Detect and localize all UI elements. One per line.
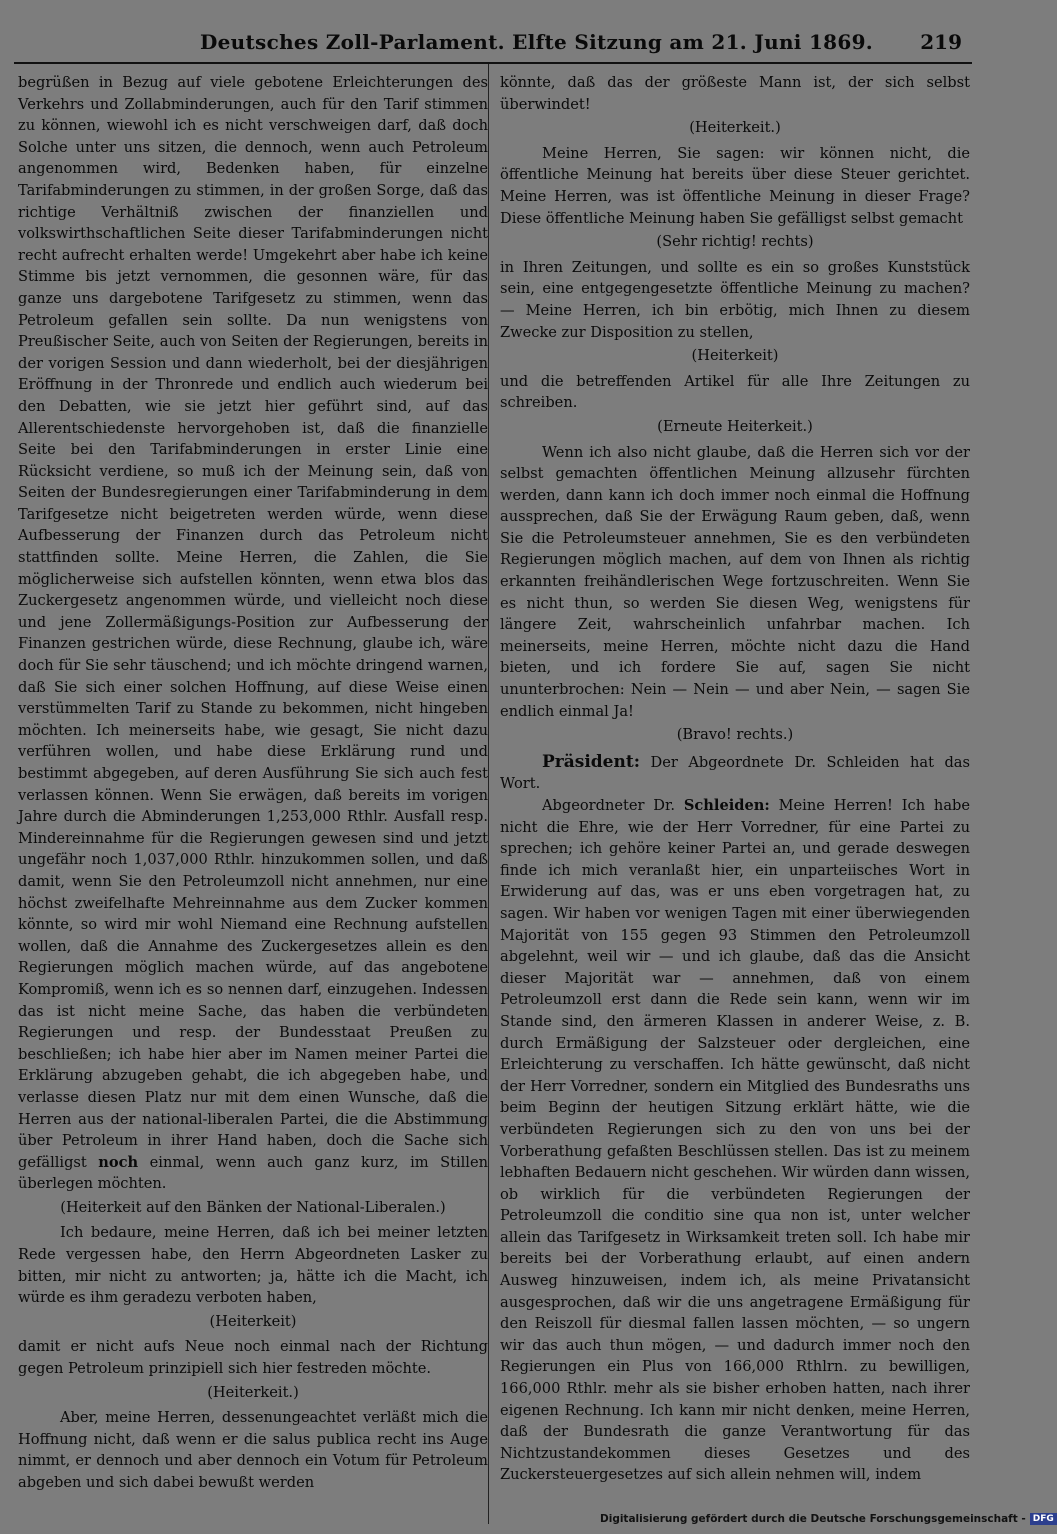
speaker-name: Schleiden: xyxy=(683,797,770,814)
digitization-footer xyxy=(600,1513,1054,1529)
paragraph xyxy=(18,72,488,1195)
president-label: Präsident: xyxy=(542,751,640,772)
dfg-logo: DFG xyxy=(1030,1513,1057,1525)
stage-direction: (Heiterkeit.) xyxy=(689,119,781,137)
column-divider xyxy=(488,64,489,1524)
stage-direction: (Heiterkeit) xyxy=(691,347,779,365)
stage-direction: (Erneute Heiterkeit.) xyxy=(657,417,813,435)
paragraph: Aber, meine Herren, dessenungeachtet verläßt mich die Hoffnung nicht, daß wenn er die salus publica recht ins Auge nimmt, er dennoch und aber dennoch ein Votum für Petroleum abgeben und sich dabei bewußt werden xyxy=(18,1409,488,1491)
paragraph-text: einmal, wenn auch ganz kurz, im Stillen überlegen möchten. xyxy=(18,1153,488,1193)
right-column xyxy=(500,72,970,1486)
paragraph: Meine Herren, Sie sagen: wir können nicht, die öffentliche Meinung hat bereits über diese Steuer gerichtet. Meine Herren, was ist öffentliche Meinung in dieser Frage? Diese öffentliche Meinung haben Sie gefälligst selbst gemacht xyxy=(500,144,970,227)
paragraph-text: Der Abgeordnete Dr. Schleiden hat das Wort. xyxy=(500,753,970,793)
stage-direction: (Heiterkeit auf den Bänken der National-Liberalen.) xyxy=(60,1198,446,1216)
speaker-prefix: Abgeordneter Dr. xyxy=(542,797,684,814)
speaker-paragraph xyxy=(500,795,970,1486)
stage-direction: (Bravo! rechts.) xyxy=(676,726,794,744)
header-rule xyxy=(14,62,972,64)
president-paragraph xyxy=(500,752,970,795)
stage-direction: (Sehr richtig! rechts) xyxy=(656,233,814,251)
running-title: Deutsches Zoll-Parlament. Elfte Sitzung am 21. Juni 1869. xyxy=(200,30,874,54)
page-header xyxy=(0,30,1000,56)
paragraph: und die betreffenden Artikel für alle Ihre Zeitungen zu schreiben. xyxy=(500,372,970,412)
stage-direction: (Heiterkeit) xyxy=(209,1312,297,1330)
paragraph: damit er nicht aufs Neue noch einmal nach der Richtung gegen Petroleum prinzipiell sich hier festreden möchte. xyxy=(18,1338,488,1378)
paragraph: in Ihren Zeitungen, und sollte es ein so großes Kunststück sein, eine entgegengesetzte öffentliche Meinung zu machen? — Meine Herren, ich bin erbötig, mich Ihnen zu diesem Zwecke zur Disposition zu stellen, xyxy=(500,258,970,341)
paragraph: könnte, daß das der größeste Mann ist, der sich selbst überwindet! xyxy=(500,74,970,113)
paragraph: Wenn ich also nicht glaube, daß die Herren sich vor der selbst gemachten öffentlichen Meinung allzusehr fürchten werden, dann kann ich doch immer noch einmal die Hoffnung aussprechen, daß Sie der Erwägung Raum geben, daß, wenn Sie die Petroleumsteuer annehmen, Sie es den verbündeten Regierungen möglich machen, auf dem von Ihnen als richtig erkannten freihändlerischen Wege fortzuschreiten. Wenn Sie es nicht thun, so werden Sie diesen Weg, wenigstens für längere Zeit, wahrscheinlich unfahrbar machen. Ich meinerseits, meine Herren, möchte nicht dazu die Hand bieten, und ich fordere Sie auf, sagen Sie nicht ununterbrochen: Nein — Nein — und aber Nein, — sagen Sie endlich einmal Ja! xyxy=(500,443,970,720)
stage-direction: (Heiterkeit.) xyxy=(207,1383,299,1401)
emphasis-text: noch xyxy=(98,1153,139,1171)
paragraph-text: begrüßen in Bezug auf viele gebotene Erleichterungen des Verkehrs und Zollabminderungen, auch für den Tarif stimmen zu können, wiewohl ich es nicht verschweigen darf, daß doch Solche unter uns sitzen, die dennoch, wenn auch Petroleum angenommen wird, Bedenken haben, für einzelne Tarifabminderungen zu stimmen, in der großen Sorge, daß das richtige Verhältniß zwischen der finanziellen und volkswirthschaftlichen Seite dieser Tarifabminderungen nicht recht aufrecht erhalten werde! Umgekehrt aber habe ich keine Stimme bis jetzt vernommen, die gesonnen wäre, für das ganze uns dargebotene Tarifgesetz zu stimmen, wenn das Petroleum gefallen sein sollte. Da nun wenigstens von Preußischer Seite, auch von Seiten der Regierungen, bereits in der vorigen Session und dann wiederholt, bei der diesjährigen Eröffnung in der Thronrede und endlich auch wiederum bei den Debatten, wie sie jetzt hier geführt sind, auf das Allerentschiedenste hervorgehoben ist, daß die finanzielle Seite bei den Tarifabminderungen in erster Linie eine Rücksicht verdiene, so muß ich der Meinung sein, daß von Seiten der Bundesregierungen einer Tarifabminderung in dem Tarifgesetze nicht beigetreten werden würde, wenn diese Aufbesserung der Finanzen durch das Petroleum nicht stattfinden sollte. Meine Herren, die Zahlen, die Sie möglicherweise sich aufstellen könnten, wenn etwa blos das Zuckergesetz angenommen würde, und vielleicht noch diese und jene Zollermäßigungs-Position zur Aufbesserung der Finanzen gestrichen würde, diese Rechnung, glaube ich, wäre doch für Sie sehr täuschend; und ich möchte dringend warnen, daß Sie sich einer solchen Hoffnung, auf diese Weise einen verstümmelten Tarif zu Stande zu bekommen, nicht hingeben möchten. Ich meinerseits habe, wie gesagt, Sie nicht dazu verführen wollen, und habe diese Erklärung rund und bestimmt abgegeben, auf deren Ausführung Sie sich auch fest verlassen können. Wenn Sie erwägen, daß bereits im vorigen Jahre durch die Abminderungen 1,253,000 Rthlr. Ausfall resp. Mindereinnahme für die Regierungen gewesen sind und jetzt ungefähr noch 1,037,000 Rthlr. hinzukommen sollen, und daß damit, wenn Sie den Petroleumzoll nicht annehmen, nur eine höchst zweifelhafte Mehreinnahme aus dem Zucker kommen könnte, so wird mir wohl Niemand eine Rechnung aufstellen wollen, daß die Annahme des Zuckergesetzes allein es den Regierungen möglich machen würde, auf das angebotene Kompromiß, wenn ich es so nennen darf, einzugehen. Indessen das ist nicht meine Sache, das haben die verbündeten Regierungen und resp. der Bundesstaat Preußen zu beschließen; ich habe hier aber im Namen meiner Partei die Erklärung abzugeben gehabt, die ich abgegeben habe, und verlasse diesen Platz nur mit dem einen Wunsche, daß die Herren aus der national-liberalen Partei, die die Abstimmung über Petroleum in ihrer Hand haben, doch die Sache sich gefälligst xyxy=(18,74,488,1171)
page-number: 219 xyxy=(920,30,962,54)
left-column xyxy=(18,72,488,1494)
paragraph: Ich bedaure, meine Herren, daß ich bei meiner letzten Rede vergessen habe, den Herrn Abgeordneten Lasker zu bitten, mir nicht zu antworten; ja, hätte ich die Macht, ich würde es ihm geradezu verboten haben, xyxy=(18,1224,488,1307)
footer-text: Digitalisierung gefördert durch die Deutsche Forschungsgemeinschaft - xyxy=(600,1513,1026,1525)
paragraph-text: Meine Herren! Ich habe nicht die Ehre, wie der Herr Vorredner, für eine Partei zu sprechen; ich gehöre keiner Partei an, und gerade deswegen finde ich mich veranlaßt hier, ein unparteiisches Wort in Erwiderung auf das, was er uns eben vorgetragen hat, zu sagen. Wir haben vor wenigen Tagen mit einer überwiegenden Majorität von 155 gegen 93 Stimmen den Petroleumzoll abgelehnt, weil wir — und ich glaube, daß das die Ansicht dieser Majorität war — annehmen, daß von einem Petroleumzoll erst dann die Rede sein kann, wenn wir im Stande sind, den ärmeren Klassen in anderer Weise, z. B. durch Ermäßigung der Salzsteuer oder dergleichen, eine Erleichterung zu verschaffen. Ich hätte gewünscht, daß nicht der Herr Vorredner, sondern ein Mitglied des Bundesraths uns beim Beginn der heutigen Sitzung erklärt hätte, wie die verbündeten Regierungen sich zu den von uns bei der Vorberathung gefaßten Beschlüssen stellen. Das ist zu meinem lebhaften Bedauern nicht geschehen. Wir würden dann wissen, ob wirklich für die verbündeten Regierungen der Petroleumzoll die conditio sine qua non ist, unter welcher allein das Tarifgesetz in Wirksamkeit treten soll. Ich habe mir bereits bei der Vorberathung erlaubt, auf einen andern Ausweg hinzuweisen, indem ich, als meine Privatansicht ausgesprochen, daß wir die uns angetragene Ermäßigung für den Reiszoll für diesmal fallen lassen möchten, — so ungern wir das auch thun mögen, — und dadurch immer noch den Regierungen ein Plus von 166,000 Rthlrn. zu bewilligen, 166,000 Rthlr. mehr als sie bisher erhoben hatten, nach ihrer eigenen Rechnung. Ich kann mir nicht denken, meine Herren, daß der Bundesrath die ganze Verantwortung für das Nichtzustandekommen dieses Gesetzes und des Zuckersteuergesetzes auf sich allein nehmen will, indem xyxy=(500,797,970,1484)
